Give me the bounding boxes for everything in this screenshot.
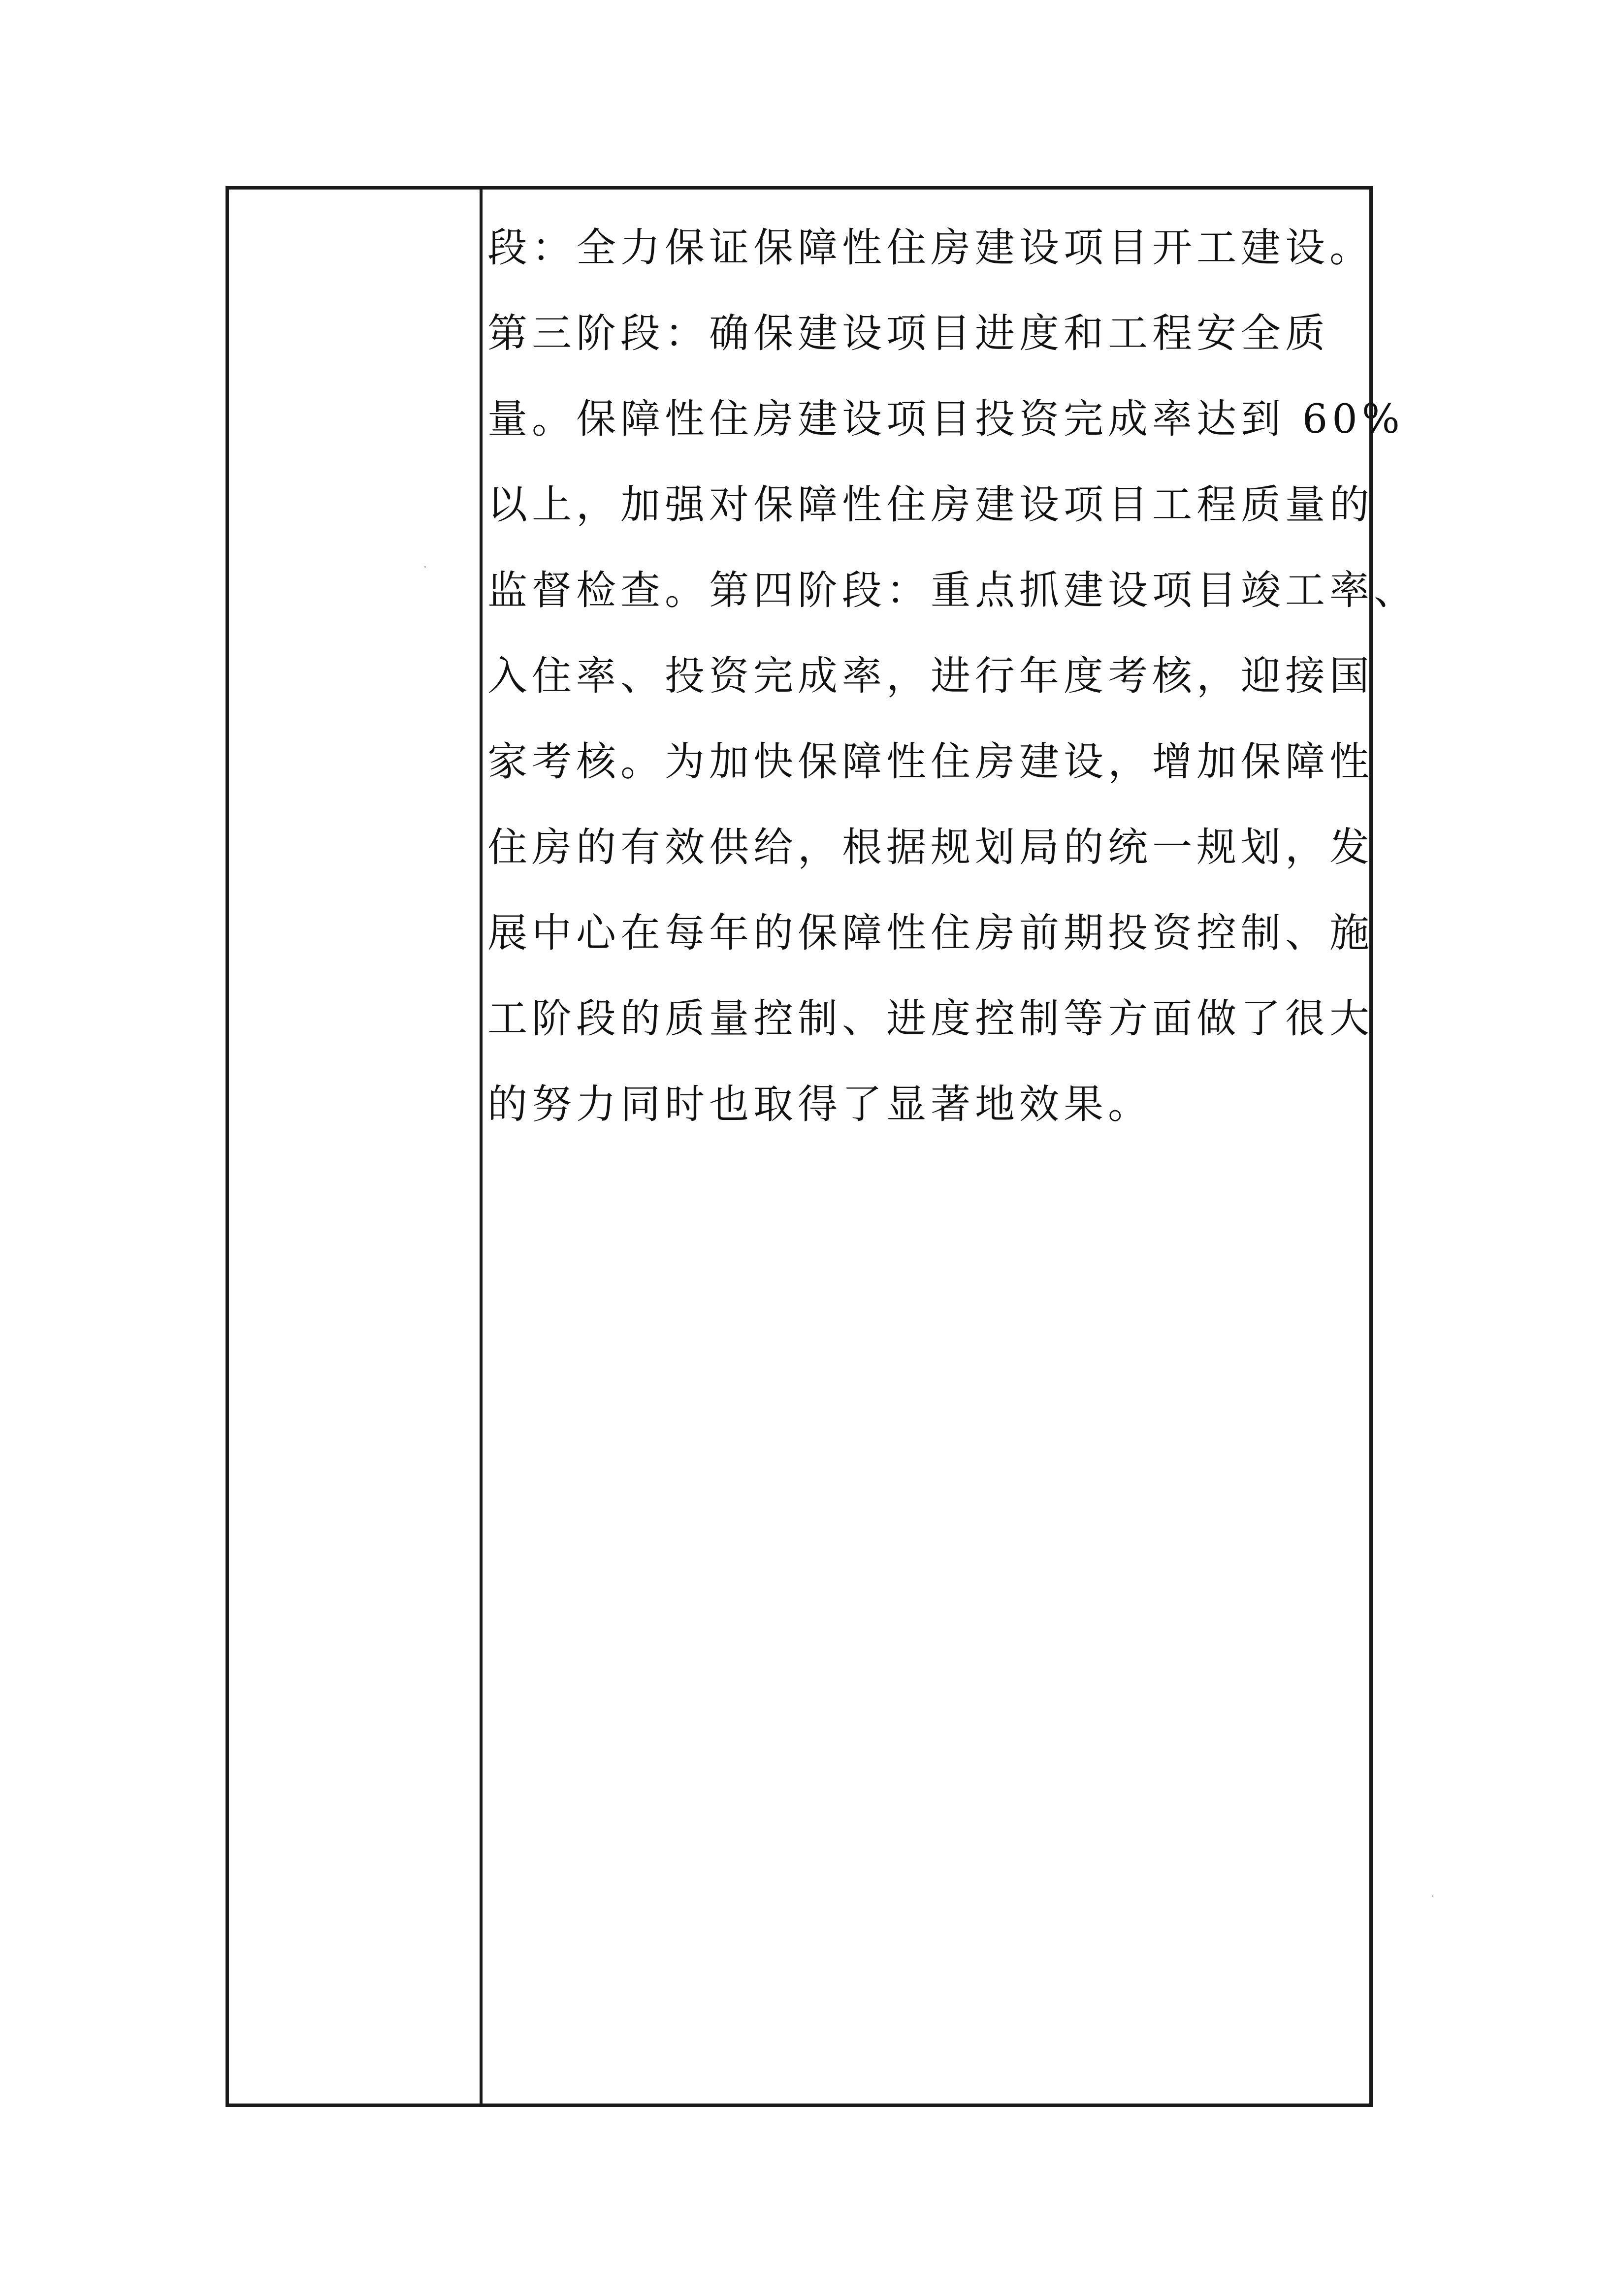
paragraph-line: 第三阶段：确保建设项目进度和工程安全质 bbox=[487, 311, 1330, 357]
paragraph-line: 工阶段的质量控制、进度控制等方面做了很大 bbox=[487, 996, 1374, 1042]
paragraph-line: 以上，加强对保障性住房建设项目工程质量的 bbox=[487, 482, 1374, 528]
paragraph-line: 监督检查。第四阶段：重点抓建设项目竣工率、 bbox=[487, 568, 1419, 614]
paragraph-line: 量。保障性住房建设项目投资完成率达到 60% bbox=[487, 396, 1404, 443]
document-table bbox=[226, 186, 1419, 2107]
paragraph-line: 展中心在每年的保障性住房前期投资控制、施 bbox=[487, 910, 1374, 957]
scan-speck bbox=[424, 566, 426, 568]
paragraph-line: 住房的有效供给，根据规划局的统一规划，发 bbox=[487, 825, 1374, 871]
paragraph-line: 段：全力保证保障性住房建设项目开工建设。 bbox=[487, 225, 1374, 271]
scan-speck bbox=[1432, 1895, 1433, 1897]
paragraph-line: 入住率、投资完成率，进行年度考核，迎接国 bbox=[487, 653, 1374, 700]
table-content-cell bbox=[483, 190, 1419, 2104]
paragraph-line: 家考核。为加快保障性住房建设，增加保障性 bbox=[487, 739, 1374, 785]
table-left-cell bbox=[229, 190, 483, 2104]
paragraph-line: 的努力同时也取得了显著地效果。 bbox=[487, 1082, 1153, 1128]
